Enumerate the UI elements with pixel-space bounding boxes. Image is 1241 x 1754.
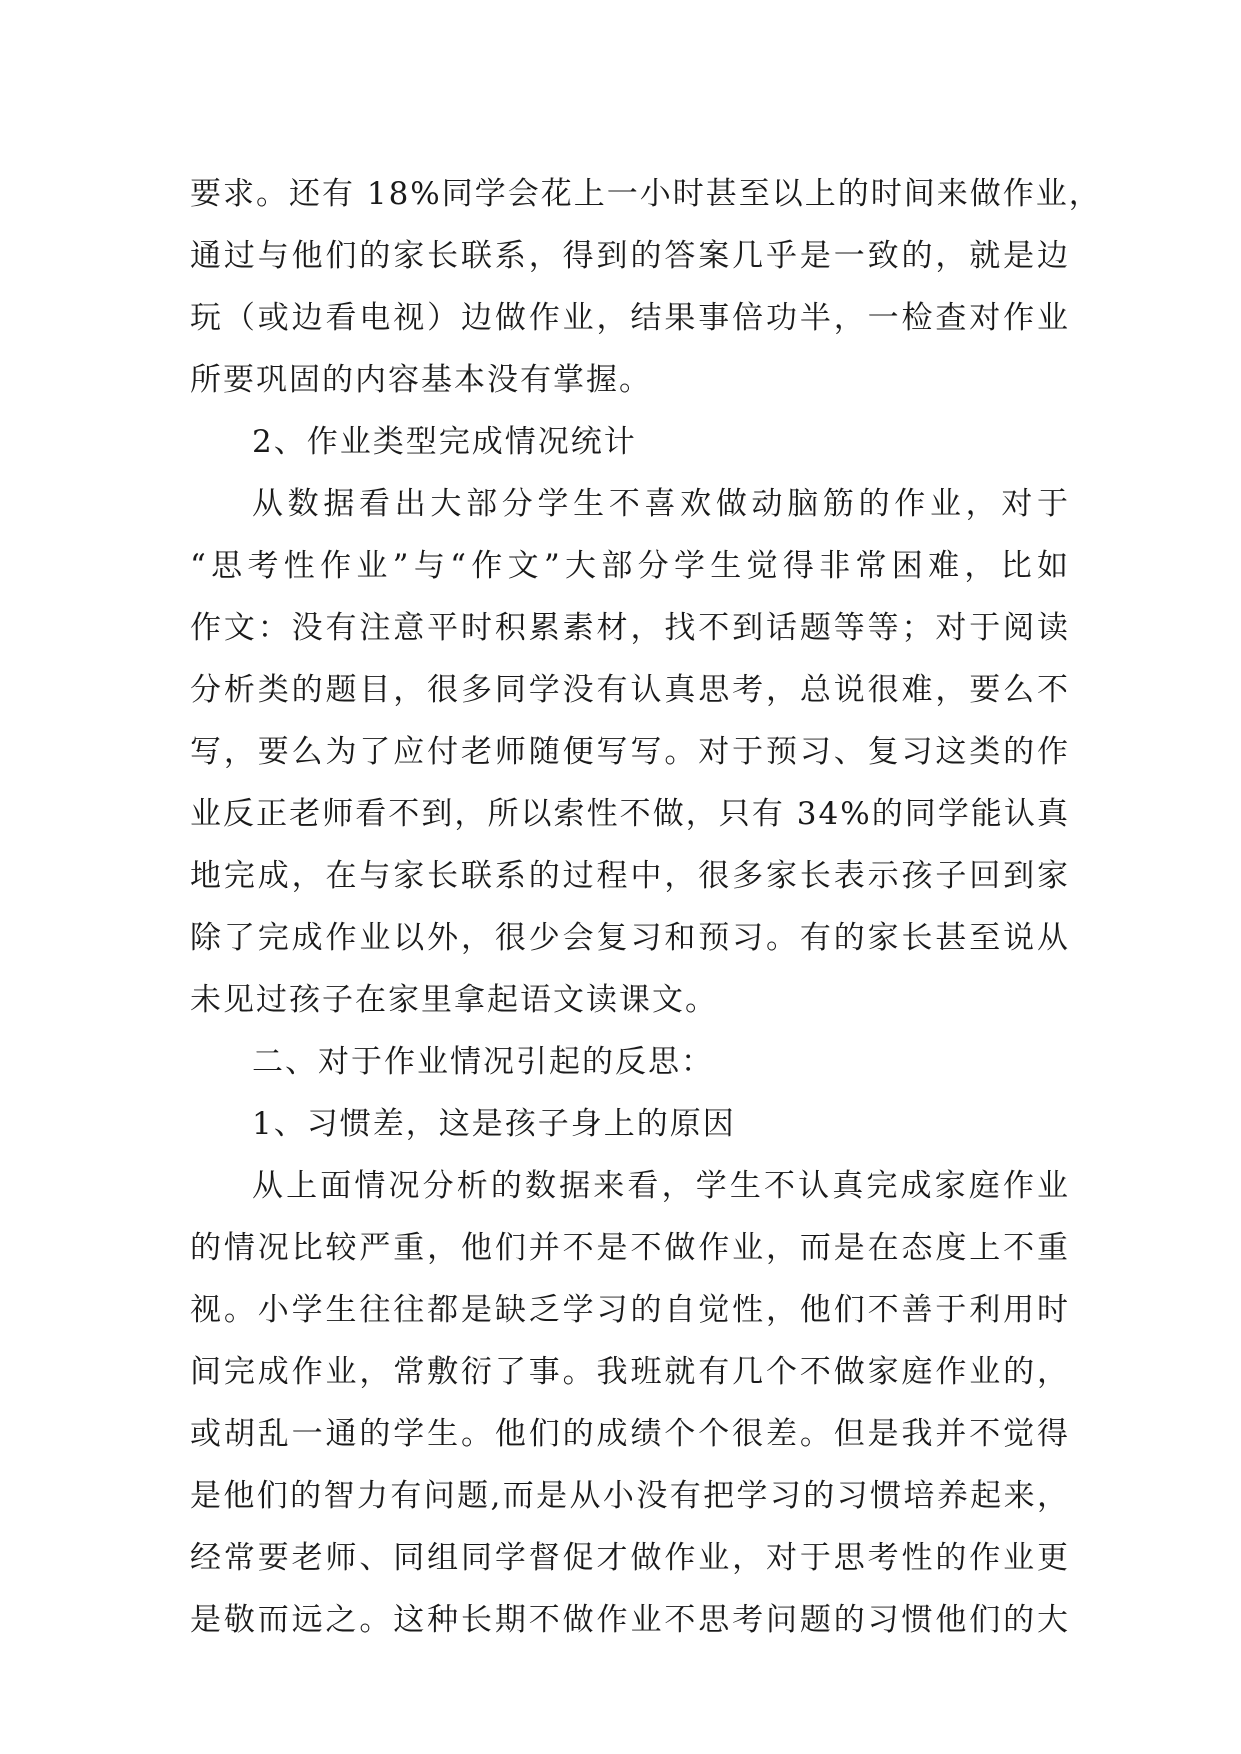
heading-reflection [190,1031,1070,1093]
text-line: 或胡乱一通的学生。他们的成绩个个很差。但是我并不觉得 [190,1416,1070,1452]
text-line: 玩（或边看电视）边做作业，结果事倍功半，一检查对作业 [190,300,1070,336]
text-line: 地完成，在与家长联系的过程中，很多家长表示孩子回到家 [190,858,1070,894]
text-line: 视。小学生往往都是缺乏学习的自觉性，他们不善于利用时 [190,1292,1070,1328]
text-line: 从上面情况分析的数据来看，学生不认真完成家庭作业 [252,1168,1070,1204]
text-line: 未见过孩子在家里拿起语文读课文。 [190,982,718,1018]
text-line: 除了完成作业以外，很少会复习和预习。有的家长甚至说从 [190,920,1070,956]
heading-homework-type-stats [190,411,1070,473]
text-line: 分析类的题目，很多同学没有认真思考，总说很难，要么不 [190,672,1070,708]
section-heading: 1、习惯差，这是孩子身上的原因 [252,1106,736,1142]
section-heading: 2、作业类型完成情况统计 [252,424,637,460]
text-line: 业反正老师看不到，所以索性不做，只有 34%的同学能认真 [190,796,1070,832]
text-line: 从数据看出大部分学生不喜欢做动脑筋的作业，对于 [252,486,1070,522]
text-line: 经常要老师、同组同学督促才做作业，对于思考性的作业更 [190,1540,1070,1576]
text-line: 作文：没有注意平时积累素材，找不到话题等等；对于阅读 [190,610,1070,646]
text-line: 是敬而远之。这种长期不做作业不思考问题的习惯他们的大 [190,1602,1070,1638]
text-line: 间完成作业，常敷衍了事。我班就有几个不做家庭作业的， [190,1354,1070,1390]
text-line: “思考性作业”与“作文”大部分学生觉得非常困难，比如 [190,548,1070,584]
text-line: 是他们的智力有问题,而是从小没有把学习的习惯培养起来， [190,1478,1070,1514]
section-heading: 二、对于作业情况引起的反思： [252,1044,714,1080]
paragraph-homework-type-analysis [190,473,1070,1031]
text-line: 所要巩固的内容基本没有掌握。 [190,362,652,398]
text-line: 通过与他们的家长联系，得到的答案几乎是一致的，就是边 [190,238,1070,274]
text-line: 要求。还有 18%同学会花上一小时甚至以上的时间来做作业， [190,176,1102,212]
text-line: 的情况比较严重，他们并不是不做作业，而是在态度上不重 [190,1230,1070,1266]
paragraph-homework-time [190,163,1102,411]
paragraph-bad-habits-analysis [190,1155,1070,1651]
document-body [190,163,1102,1651]
heading-bad-habits [190,1093,1070,1155]
text-line: 写，要么为了应付老师随便写写。对于预习、复习这类的作 [190,734,1070,770]
